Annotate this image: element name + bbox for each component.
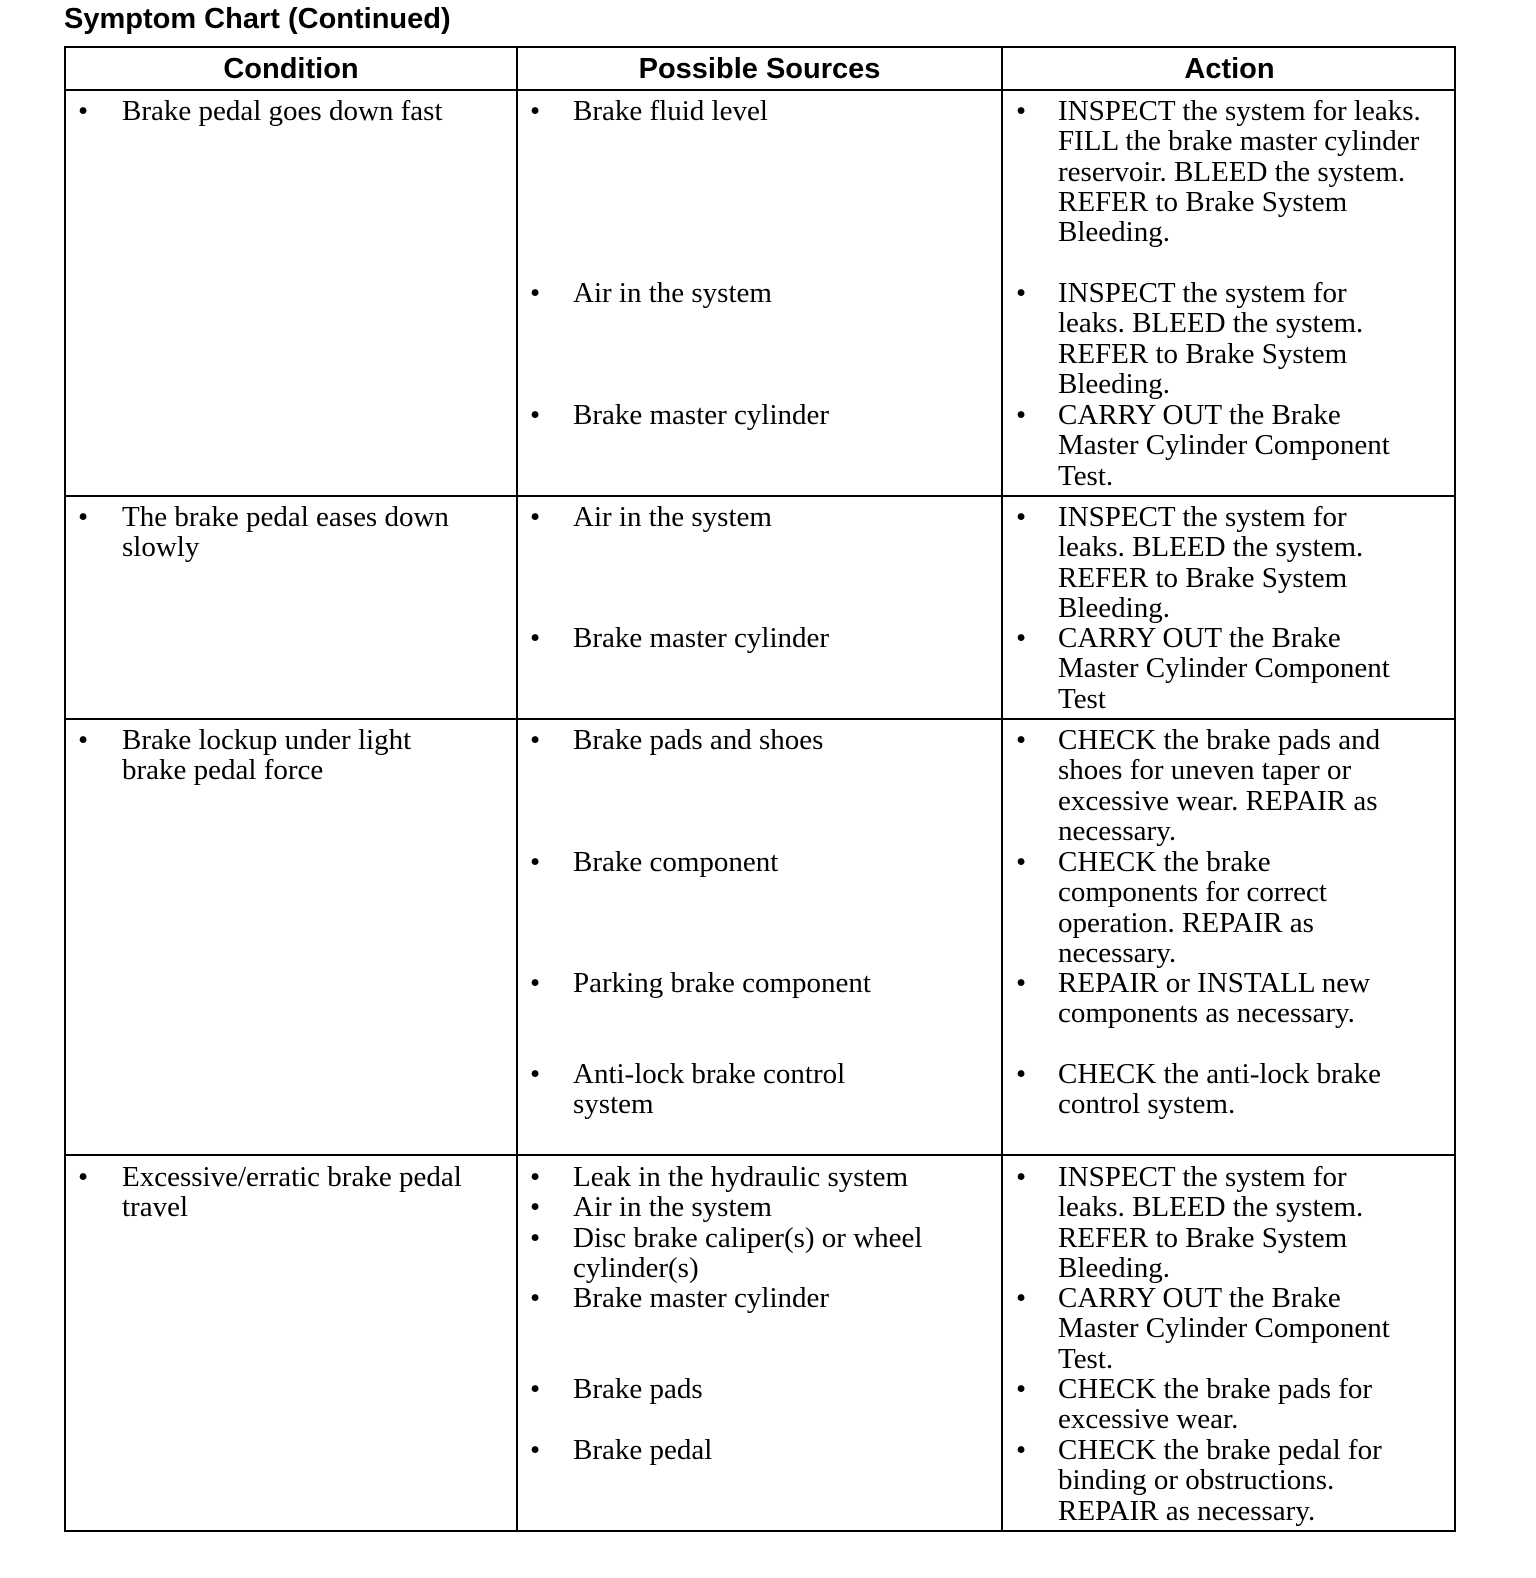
source-item: [530, 847, 990, 877]
action-item: [1016, 502, 1436, 623]
action-item: [1016, 1283, 1436, 1374]
bullet: •: [1016, 95, 1027, 127]
symptom-table: [64, 46, 1456, 1532]
column-divider: [516, 48, 518, 1530]
action-item: [1016, 278, 1436, 399]
action-text: INSPECT the system for leaks. BLEED the system. REFER to Brake System Bleeding.: [1058, 1161, 1364, 1284]
header-possible-sources: Possible Sources: [638, 53, 881, 85]
action-text: CARRY OUT the Brake Master Cylinder Component Test.: [1058, 399, 1390, 492]
source-text: Anti-lock brake control system: [573, 1058, 846, 1121]
bullet: •: [530, 1058, 541, 1090]
source-text: Brake pads and shoes: [573, 724, 824, 756]
row-divider: [66, 718, 1454, 720]
action-text: CHECK the brake components for correct operation. REPAIR as necessary.: [1058, 846, 1327, 969]
bullet: •: [530, 1161, 541, 1193]
action-text: INSPECT the system for leaks. FILL the brake master cylinder reservoir. BLEED the system. REFER to Brake System Bleeding.: [1058, 95, 1421, 249]
bullet: •: [1016, 1282, 1027, 1314]
header-action: Action: [1184, 53, 1275, 85]
action-text: INSPECT the system for leaks. BLEED the system. REFER to Brake System Bleeding.: [1058, 277, 1364, 400]
bullet: •: [78, 1161, 89, 1193]
source-text: Brake pedal: [573, 1434, 713, 1466]
bullet: •: [1016, 846, 1027, 878]
bullet: •: [530, 1222, 541, 1254]
source-text: Brake master cylinder: [573, 1282, 830, 1314]
action-text: CHECK the brake pedal for binding or obstructions. REPAIR as necessary.: [1058, 1434, 1382, 1527]
source-item: [530, 278, 990, 308]
bullet: •: [530, 967, 541, 999]
action-item: [1016, 1162, 1436, 1283]
action-text: INSPECT the system for leaks. BLEED the system. REFER to Brake System Bleeding.: [1058, 501, 1364, 624]
header-condition: Condition: [223, 53, 359, 85]
source-item: [530, 1435, 990, 1465]
bullet: •: [530, 1191, 541, 1223]
action-text: CARRY OUT the Brake Master Cylinder Component Test.: [1058, 1282, 1390, 1375]
action-item: [1016, 847, 1436, 968]
bullet: •: [530, 846, 541, 878]
condition-text: The brake pedal eases down slowly: [122, 501, 449, 564]
source-item: [530, 400, 990, 430]
bullet: •: [1016, 622, 1027, 654]
source-item: [530, 725, 990, 755]
bullet: •: [78, 501, 89, 533]
action-item: [1016, 1435, 1436, 1526]
action-item: [1016, 96, 1436, 247]
row-divider: [66, 1154, 1454, 1156]
source-item: [530, 1223, 990, 1284]
source-text: Air in the system: [573, 277, 772, 309]
action-item: [1016, 623, 1436, 714]
source-text: Brake master cylinder: [573, 622, 830, 654]
source-text: Brake component: [573, 846, 779, 878]
bullet: •: [78, 724, 89, 756]
source-item: [530, 1059, 990, 1120]
bullet: •: [1016, 1373, 1027, 1405]
bullet: •: [1016, 1161, 1027, 1193]
column-divider: [1001, 48, 1003, 1530]
source-item: [530, 1283, 990, 1313]
bullet: •: [78, 95, 89, 127]
bullet: •: [530, 1282, 541, 1314]
source-item: [530, 96, 990, 126]
source-text: Air in the system: [573, 501, 772, 533]
source-text: Disc brake caliper(s) or wheel cylinder(s): [573, 1222, 923, 1285]
action-text: CHECK the anti-lock brake control system.: [1058, 1058, 1381, 1121]
bullet: •: [1016, 277, 1027, 309]
condition-cell: [78, 96, 508, 126]
bullet: •: [1016, 1058, 1027, 1090]
bullet: •: [1016, 1434, 1027, 1466]
action-item: [1016, 1059, 1436, 1120]
bullet: •: [530, 501, 541, 533]
condition-cell: [78, 1162, 508, 1223]
bullet: •: [1016, 724, 1027, 756]
action-text: CARRY OUT the Brake Master Cylinder Component Test: [1058, 622, 1390, 715]
source-text: Leak in the hydraulic system: [573, 1161, 909, 1193]
action-item: [1016, 725, 1436, 846]
source-text: Brake fluid level: [573, 95, 768, 127]
bullet: •: [530, 724, 541, 756]
source-text: Brake pads: [573, 1373, 703, 1405]
bullet: •: [1016, 399, 1027, 431]
condition-cell: [78, 725, 508, 786]
condition-cell: [78, 502, 508, 563]
condition-text: Brake lockup under light brake pedal force: [122, 724, 412, 787]
source-text: Parking brake component: [573, 967, 871, 999]
source-text: Brake master cylinder: [573, 399, 830, 431]
action-item: [1016, 400, 1436, 491]
action-text: CHECK the brake pads and shoes for uneven taper or excessive wear. REPAIR as necessary.: [1058, 724, 1381, 847]
action-item: [1016, 1374, 1436, 1435]
source-item: [530, 1192, 990, 1222]
action-text: CHECK the brake pads for excessive wear.: [1058, 1373, 1373, 1436]
bullet: •: [530, 95, 541, 127]
source-item: [530, 502, 990, 532]
source-item: [530, 968, 990, 998]
condition-text: Excessive/erratic brake pedal travel: [122, 1161, 462, 1224]
bullet: •: [1016, 501, 1027, 533]
bullet: •: [530, 1434, 541, 1466]
page-title: Symptom Chart (Continued): [64, 3, 451, 35]
action-text: REPAIR or INSTALL new components as necessary.: [1058, 967, 1371, 1030]
bullet: •: [530, 622, 541, 654]
bullet: •: [530, 277, 541, 309]
condition-text: Brake pedal goes down fast: [122, 95, 443, 127]
row-divider: [66, 495, 1454, 497]
source-text: Air in the system: [573, 1191, 772, 1223]
bullet: •: [530, 399, 541, 431]
source-item: [530, 1374, 990, 1404]
bullet: •: [1016, 967, 1027, 999]
action-item: [1016, 968, 1436, 1029]
source-item: [530, 1162, 990, 1192]
bullet: •: [530, 1373, 541, 1405]
source-item: [530, 623, 990, 653]
